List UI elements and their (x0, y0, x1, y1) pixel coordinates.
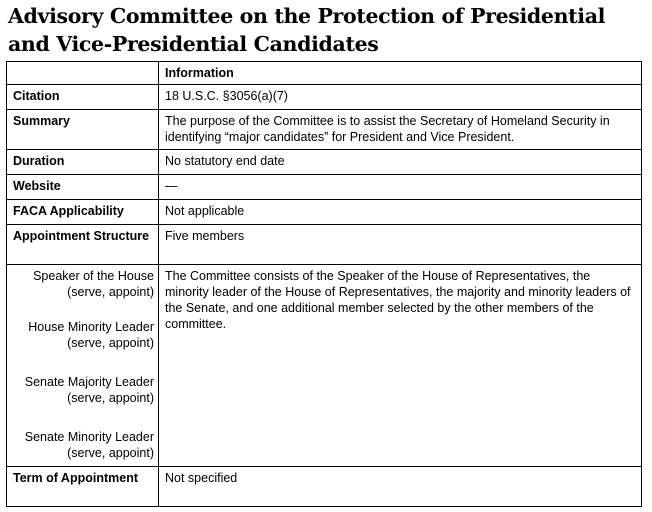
duration-label: Duration (7, 150, 159, 175)
header-label-cell (7, 62, 159, 85)
row-appointment-structure (7, 225, 642, 265)
term-label: Term of Appointment (7, 467, 159, 507)
row-website (7, 175, 642, 200)
member-speaker (13, 268, 154, 300)
faca-value: Not applicable (159, 200, 642, 225)
member-house-minority (13, 319, 154, 351)
row-faca (7, 200, 642, 225)
member-senate-majority (13, 374, 154, 406)
faca-label: FACA Applicability (7, 200, 159, 225)
duration-value: No statutory end date (159, 150, 642, 175)
website-value: — (159, 175, 642, 200)
row-members (7, 265, 642, 467)
member-note: (serve, appoint) (67, 391, 154, 405)
header-information: Information (159, 62, 642, 85)
member-role: Speaker of the House (33, 269, 154, 283)
row-citation (7, 85, 642, 110)
appointment-structure-value: Five members (159, 225, 642, 265)
row-duration (7, 150, 642, 175)
table-header-row (7, 62, 642, 85)
website-label: Website (7, 175, 159, 200)
member-note: (serve, appoint) (67, 285, 154, 299)
member-list (7, 265, 159, 467)
summary-value: The purpose of the Committee is to assist the Secretary of Homeland Security in identifying “major candidates” for President and Vice President. (159, 110, 642, 150)
member-role: Senate Minority Leader (24, 430, 154, 444)
committee-info-table (6, 61, 642, 507)
members-description: The Committee consists of the Speaker of the House of Representatives, the minority leader of the House of Representatives, the majority and minority leaders of the Senate, and one additional member selected by the other members of the committee. (159, 265, 642, 467)
row-term (7, 467, 642, 507)
member-role: House Minority Leader (28, 320, 154, 334)
member-note: (serve, appoint) (67, 446, 154, 460)
term-value: Not specified (159, 467, 642, 507)
citation-value: 18 U.S.C. §3056(a)(7) (159, 85, 642, 110)
row-summary (7, 110, 642, 150)
member-senate-minority (13, 429, 154, 461)
appointment-structure-label: Appointment Structure (7, 225, 159, 265)
member-role: Senate Majority Leader (24, 375, 154, 389)
member-note: (serve, appoint) (67, 336, 154, 350)
citation-label: Citation (7, 85, 159, 110)
document-title: Advisory Committee on the Protection of Presidential and Vice-Presidential Candidates (8, 4, 606, 56)
summary-label: Summary (7, 110, 159, 150)
